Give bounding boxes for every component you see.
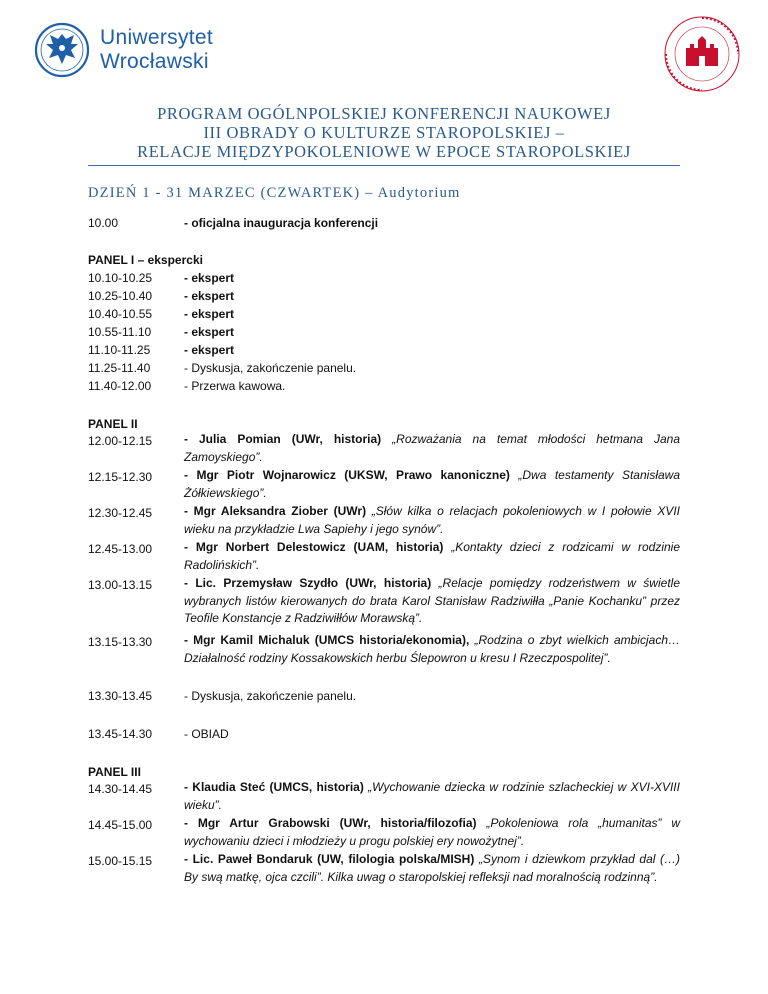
panel2-time: 13.15-13.30	[88, 635, 153, 649]
talk-title: „Rozważania na temat młodości hetmana Jana Zamoyskiego”.	[184, 432, 680, 464]
panel2-talk	[184, 503, 680, 538]
panel1-text: - ekspert	[184, 343, 235, 357]
speaker: - Lic. Przemysław Szydło (UWr, historia)	[184, 576, 432, 590]
talk-title: „Dwa testamenty Stanisława Żółkiewskiego”.	[184, 468, 681, 500]
panel3-talk	[184, 779, 680, 814]
panel3-time: 15.00-15.15	[88, 854, 153, 868]
panel1-text: - Dyskusja, zakończenie panelu.	[184, 361, 357, 375]
opening-text: - oficjalna inauguracja konferencji	[184, 216, 379, 230]
talk-title: „Słów kilka o relacjach pokoleniowych w I połowie XVII wieku na przykładzie Lwa Sapiehy i jego synów”.	[184, 504, 680, 536]
conference-title-line1: PROGRAM OGÓLNPOLSKIEJ KONFERENCJI NAUKOWEJ	[157, 104, 611, 123]
university-eagle-logo	[34, 22, 96, 78]
title-divider	[88, 165, 680, 166]
panel2-talk	[184, 539, 680, 574]
panel3-heading: PANEL III	[88, 765, 141, 779]
student-club-seal-logo	[662, 14, 742, 94]
speaker: - Mgr Aleksandra Ziober (UWr)	[184, 504, 367, 518]
panel2-heading: PANEL II	[88, 417, 138, 431]
panel1-heading: PANEL I – ekspercki	[88, 253, 203, 267]
panel1-text: - Przerwa kawowa.	[184, 379, 286, 393]
panel2-time: 13.00-13.15	[88, 578, 153, 592]
speaker: - Julia Pomian (UWr, historia)	[184, 432, 382, 446]
speaker: - Lic. Paweł Bondaruk (UW, filologia polska/MISH)	[184, 852, 475, 866]
speaker: - Mgr Artur Grabowski (UWr, historia/filozofia)	[184, 816, 477, 830]
day-heading: DZIEŃ 1 - 31 MARZEC (CZWARTEK) – Audytorium	[88, 185, 461, 201]
panel3-talk	[184, 851, 680, 886]
panel3-time: 14.45-15.00	[88, 818, 153, 832]
panel2-time: 12.30-12.45	[88, 506, 153, 520]
university-name-line2: Wrocławski	[100, 50, 209, 73]
panel2-time: 12.45-13.00	[88, 542, 153, 556]
university-name-line1: Uniwersytet	[100, 26, 213, 49]
talk-title: „Wychowanie dziecka w rodzinie szlacheckiej w XVI-XVIII wieku”.	[184, 780, 680, 812]
panel2-time: 12.00-12.15	[88, 434, 153, 448]
speaker: - Mgr Norbert Delestowicz (UAM, historia)	[184, 540, 444, 554]
panel1-time: 10.10-10.25	[88, 271, 153, 285]
panel1-text: - ekspert	[184, 307, 235, 321]
panel1-time: 11.10-11.25	[88, 343, 151, 357]
conference-title-line3: RELACJE MIĘDZYPOKOLENIOWE W EPOCE STAROPOLSKIEJ	[137, 142, 631, 161]
panel1-time: 10.55-11.10	[88, 325, 152, 339]
lunch-text: - OBIAD	[184, 727, 229, 741]
panel3-time: 14.30-14.45	[88, 782, 153, 796]
panel1-time: 10.25-10.40	[88, 289, 153, 303]
panel1-text: - ekspert	[184, 325, 235, 339]
talk-title: „Synom i dziewkom przykład dal (…) By swą matkę, ojca czcili”. Kilka uwag o staropolskiej refleksji nad moralnością rodzinną”.	[184, 852, 681, 884]
talk-title: „Rodzina o zbyt wielkich ambicjach… Działalność rodziny Kossakowskich herbu Ślepowron u kresu I Rzeczpospolitej”.	[184, 633, 680, 665]
speaker: - Klaudia Steć (UMCS, historia)	[184, 780, 364, 794]
speaker: - Mgr Piotr Wojnarowicz (UKSW, Prawo kanoniczne)	[184, 468, 510, 482]
panel1-text: - ekspert	[184, 289, 235, 303]
panel2-time: 13.30-13.45	[88, 689, 153, 703]
panel1-time: 10.40-10.55	[88, 307, 153, 321]
speaker: - Mgr Kamil Michaluk (UMCS historia/ekonomia),	[184, 633, 470, 647]
panel1-text: - ekspert	[184, 271, 235, 285]
panel1-time: 11.25-11.40	[88, 361, 151, 375]
talk-title: „Relacje pomiędzy rodzeństwem w świetle wybranych listów kierowanych do brata Karol Stanisław Radziwiłła „Panie Kochanku” przez Teofile Konstancje z Radziwiłłów Morawską”.	[184, 576, 680, 625]
panel2-talk	[184, 632, 680, 667]
panel2-time: 12.15-12.30	[88, 470, 153, 484]
panel2-text: - Dyskusja, zakończenie panelu.	[184, 689, 357, 703]
panel2-talk	[184, 467, 680, 502]
panel2-talk	[184, 431, 680, 466]
talk-title: „Pokoleniowa rola „humanitas” w wychowaniu dzieci i młodzieży u progu polskiej ery nowożytnej”.	[184, 816, 681, 848]
panel1-time: 11.40-12.00	[88, 379, 152, 393]
talk-title: „Kontakty dzieci z rodzicami w rodzinie Radolińskich”.	[184, 540, 681, 572]
lunch-time: 13.45-14.30	[88, 727, 153, 741]
panel3-talk	[184, 815, 680, 850]
opening-time: 10.00	[88, 216, 119, 230]
conference-title-line2: III OBRADY O KULTURZE STAROPOLSKIEJ –	[203, 123, 565, 142]
panel2-talk	[184, 575, 680, 628]
